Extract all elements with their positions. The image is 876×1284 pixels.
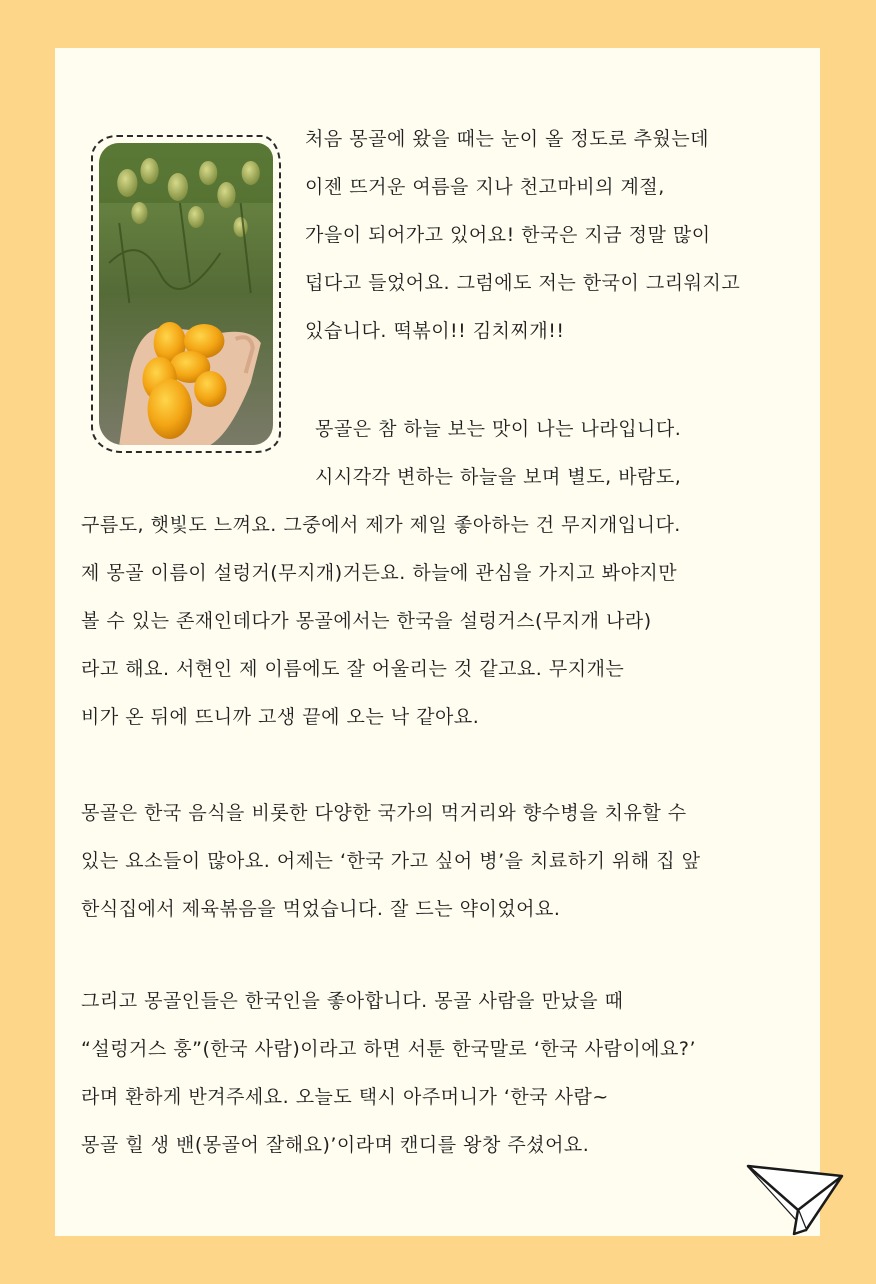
text-line: 비가 온 뒤에 뜨니까 고생 끝에 오는 낙 같아요. — [81, 706, 480, 728]
text-line: 있는 요소들이 많아요. 어제는 ‘한국 가고 싶어 병’을 치료하기 위해 집 앞 — [81, 850, 701, 872]
paper-plane-icon — [746, 1162, 846, 1236]
text-line: 몽골은 한국 음식을 비롯한 다양한 국가의 먹거리와 향수병을 치유할 수 — [81, 802, 687, 824]
text-line: 볼 수 있는 존재인데다가 몽골에서는 한국을 설렁거스(무지개 나라) — [81, 610, 652, 632]
text-line: 제 몽골 이름이 설렁거(무지개)거든요. 하늘에 관심을 가지고 봐야지만 — [81, 562, 678, 584]
text-line: 구름도, 햇빛도 느껴요. 그중에서 제가 제일 좋아하는 건 무지개입니다. — [81, 514, 681, 536]
text-line: 가을이 되어가고 있어요! 한국은 지금 정말 많이 — [305, 224, 711, 246]
letter-paper — [55, 48, 820, 1236]
text-line: 몽골 힐 생 밴(몽골어 잘해요)’이라며 캔디를 왕창 주셨어요. — [81, 1134, 590, 1156]
photo-frame — [91, 135, 281, 453]
text-line: 있습니다. 떡볶이!! 김치찌개!! — [305, 320, 565, 342]
text-line: 시시각각 변하는 하늘을 보며 별도, 바람도, — [315, 466, 682, 488]
text-line: 그리고 몽골인들은 한국인을 좋아합니다. 몽골 사람을 만났을 때 — [81, 990, 624, 1012]
tomato-photo — [99, 143, 273, 445]
text-line: 이젠 뜨거운 여름을 지나 천고마비의 계절, — [305, 176, 665, 198]
text-line: 처음 몽골에 왔을 때는 눈이 올 정도로 추웠는데 — [305, 128, 710, 150]
text-line: 몽골은 참 하늘 보는 맛이 나는 나라입니다. — [315, 418, 682, 440]
text-line: “설렁거스 훙”(한국 사람)이라고 하면 서툰 한국말로 ‘한국 사람이에요?’ — [81, 1038, 697, 1060]
text-line: 라며 환하게 반겨주세요. 오늘도 택시 아주머니가 ‘한국 사람~ — [81, 1086, 609, 1108]
text-line: 라고 해요. 서현인 제 이름에도 잘 어울리는 것 같고요. 무지개는 — [81, 658, 625, 680]
text-line: 한식집에서 제육볶음을 먹었습니다. 잘 드는 약이었어요. — [81, 898, 561, 920]
text-line: 덥다고 들었어요. 그럼에도 저는 한국이 그리워지고 — [305, 272, 741, 294]
